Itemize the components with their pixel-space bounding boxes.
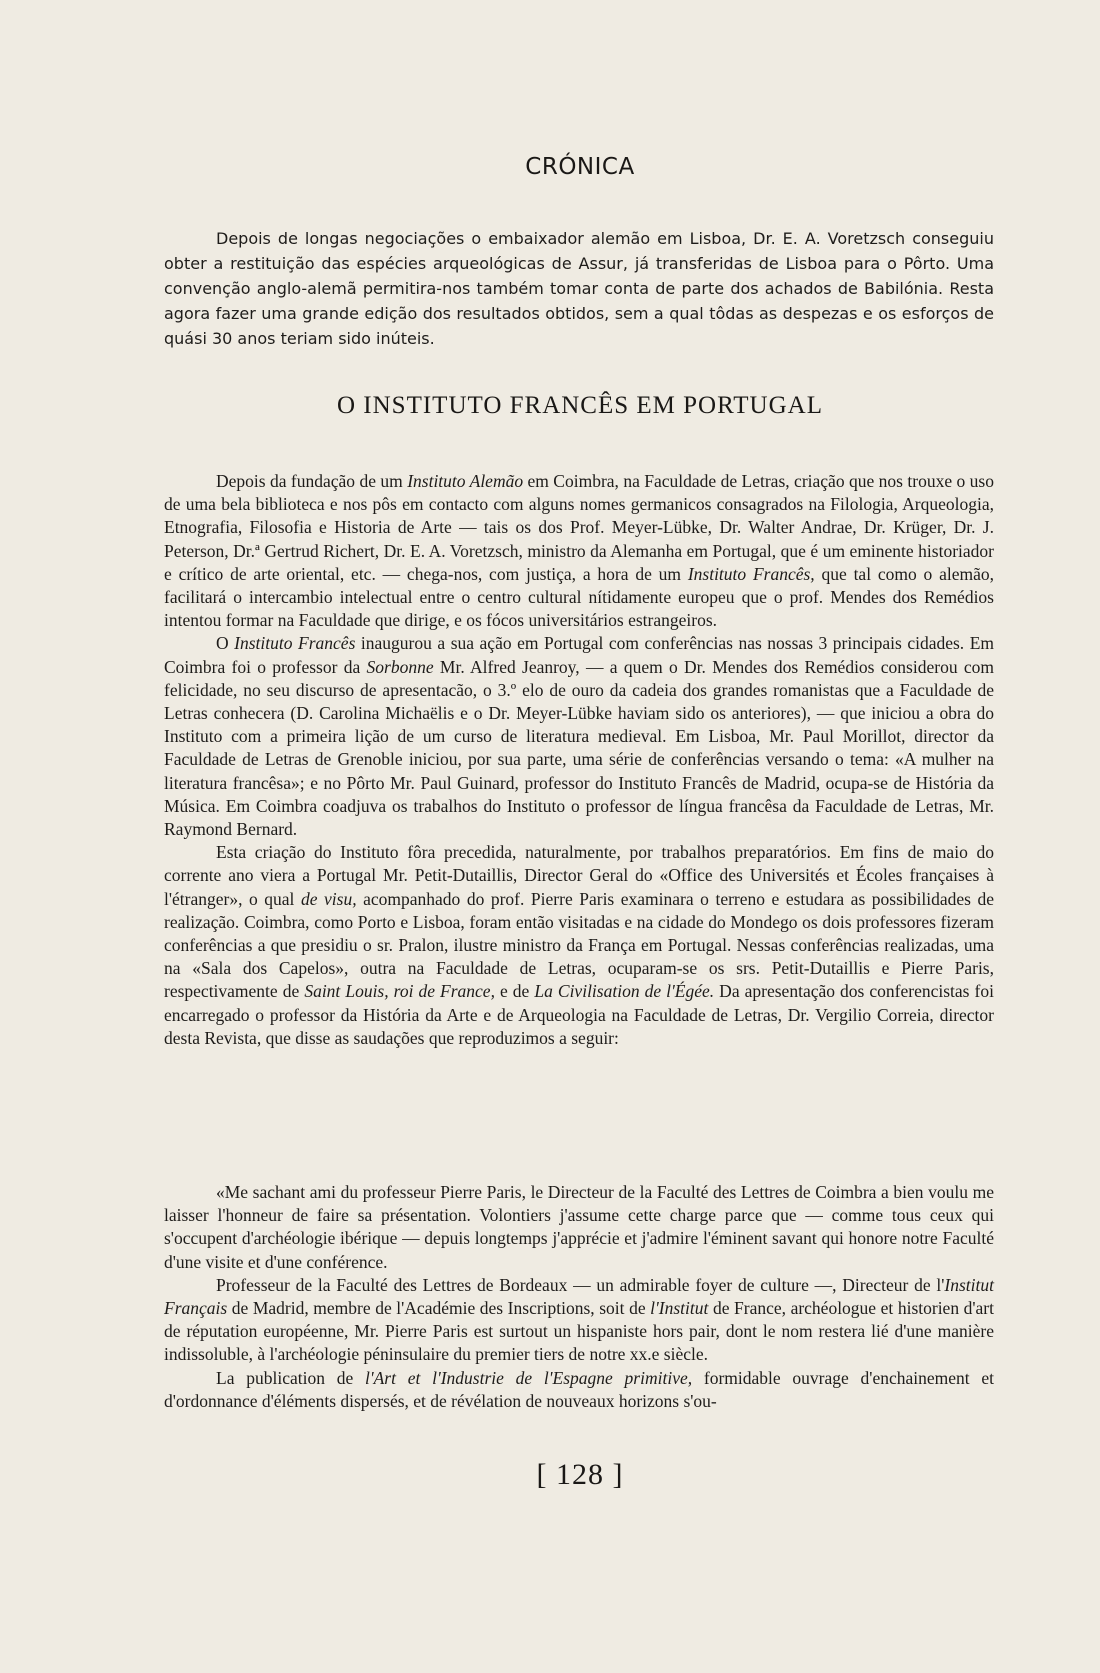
italic-run: Instituto Francês	[234, 633, 356, 654]
text-run: La publication de	[216, 1367, 365, 1388]
text-run: de Madrid, membre de l'Académie des Inscriptions, soit de	[227, 1298, 651, 1319]
italic-run: La Civilisation de l'Égée.	[534, 981, 715, 1002]
instituto-section	[164, 470, 994, 1050]
text-run: inaugurou a sua ação em Portugal com conferências nas nossas 3 principais cidades. Em Coimbra foi o professor da	[164, 633, 995, 677]
quote-paragraph-2	[164, 1274, 994, 1367]
text-run: em Coimbra, na Faculdade de Letras, criação que nos trouxe o uso de uma bela biblioteca e nos pôs em contacto com alguns nomes germanicos consagrados na Filologia, Arqueologia, Etnografia, Filosofia e Historia de Arte — tais os dos Prof. Meyer-Lübke, Dr. Walter Andrae, Dr. Krüger, Dr. J. Peterson, Dr.ª Gertrud Richert, Dr. E. A. Voretzsch, ministro da Alemanha em Portugal, que é um eminente historiador e crítico de arte oriental, etc. — chega-nos, com justiça, a hora de um	[164, 471, 994, 584]
cronica-heading: CRÓNICA	[525, 154, 635, 180]
instituto-paragraph-1	[164, 470, 994, 632]
italic-run: Sorbonne	[366, 656, 434, 677]
text-run: Professeur de la Faculté des Lettres de Bordeaux — un admirable foyer de culture —, Directeur de l'	[216, 1274, 945, 1295]
italic-run: l'Art et l'Industrie de l'Espagne primitive,	[364, 1367, 693, 1388]
text-run: formidable ouvrage d'enchainement et d'ordonnance d'éléments dispersés, et de révélation de nouveaux horizons s'ou-	[164, 1367, 994, 1411]
quote-section	[164, 1181, 994, 1413]
cronica-section	[164, 226, 994, 351]
italic-run: de visu,	[300, 888, 357, 909]
text-run: Mr. Alfred Jeanroy, — a quem o Dr. Mendes dos Remédios considerou com felicidade, no seu discurso de apresentacão, o 3.º elo de ouro da cadeia dos grandes romanistas que a Faculdade de Letras conhecera (D. Carolina Michaëlis e o Dr. Meyer-Lübke haviam sido os anteriores), — que iniciou a obra do Instituto com a primeira lição de um curso de literatura medieval. Em Lisboa, Mr. Paul Morillot, director da Faculdade de Letras de Grenoble iniciou, por sua parte, uma série de conferências versando o tema: «A mulher na literatura francêsa»; e no Pôrto Mr. Paul Guinard, professor do Instituto Francês de Madrid, ocupa-se de História da Música. Em Coimbra coadjuva os trabalhos do Instituto o professor de língua francêsa da Faculdade de Letras, Mr. Raymond Bernard.	[164, 656, 994, 840]
text-run: Esta criação do Instituto fôra precedida, naturalmente, por trabalhos preparatórios. Em fins de maio do corrente ano viera a Portugal Mr. Petit-Dutaillis, Director Geral do «Office des Universités et Écoles françaises à l'étranger», o qual	[164, 842, 994, 909]
instituto-heading: O INSTITUTO FRANCÊS EM PORTUGAL	[336, 392, 823, 419]
instituto-paragraph-3	[164, 841, 994, 1050]
text-run: Depois da fundação de um	[216, 471, 408, 491]
text-run: Da apresentação dos conferencistas foi encarregado o professor da História da Arte e de Arqueologia na Faculdade de Letras, Dr. Vergilio Correia, director desta Revista, que disse as saudações que reproduzimos a seguir:	[164, 981, 994, 1048]
text-run: e de	[494, 981, 535, 1002]
italic-run: l'Institut	[650, 1298, 709, 1319]
text-run: acompanhado do prof. Pierre Paris examinara o terreno e estudara as possibilidades de realização. Coimbra, como Porto e Lisboa, foram então visitadas e na cidade do Mondego os dois professores fizeram conferências a que presidiu o sr. Pralon, ilustre ministro da França em Portugal. Nessas conferências realizadas, uma na «Sala dos Capelos», outra na Faculdade de Letras, ocuparam-se os srs. Petit-Dutaillis e Pierre Paris, respectivamente de	[164, 888, 995, 1002]
italic-run: Instituto Alemão	[407, 471, 524, 491]
instituto-paragraph-2	[164, 632, 994, 841]
text-run: que tal como o alemão, facilitará o intercambio intelectual entre o centro cultural nítidamente europeu que o prof. Mendes dos Remédios intentou formar na Faculdade que dirige, e os fócos universitários estrangeiros.	[164, 563, 995, 631]
italic-run: Saint Louis, roi de France,	[304, 981, 495, 1002]
page-number: [ 128 ]	[536, 1458, 624, 1491]
italic-run: Instituto Francês,	[687, 563, 815, 584]
quote-paragraph-3	[164, 1367, 994, 1413]
text-run: de France, archéologue et historien d'art de réputation européenne, Mr. Pierre Paris est surtout un hispaniste hors pair, dont le nom restera lié d'une manière indissoluble, à l'archéologie péninsulaire du premier tiers de notre xx.e siècle.	[164, 1298, 994, 1365]
italic-run: Institut Français	[164, 1274, 994, 1319]
quote-paragraph-1: «Me sachant ami du professeur Pierre Paris, le Directeur de la Faculté des Lettres de Coimbra a bien voulu me laisser l'honneur de faire sa présentation. Volontiers j'assume cette charge parce que — comme tous ceux qui s'occupent d'archéologie ibérique — depuis longtemps j'apprécie et j'admire l'éminent savant qui honore notre Faculté d'une visite et d'une conférence.	[164, 1182, 994, 1272]
cronica-paragraph: Depois de longas negociações o embaixador alemão em Lisboa, Dr. E. A. Voretzsch conseguiu obter a restituição das espécies arqueológicas de Assur, já transferidas de Lisboa para o Pôrto. Uma convenção anglo-alemã permitira-nos também tomar conta de parte dos achados de Babilónia. Resta agora fazer uma grande edição dos resultados obtidos, sem a qual tôdas as despezas e os esforços de quási 30 anos teriam sido inúteis.	[164, 229, 994, 348]
text-run: O	[216, 633, 235, 654]
